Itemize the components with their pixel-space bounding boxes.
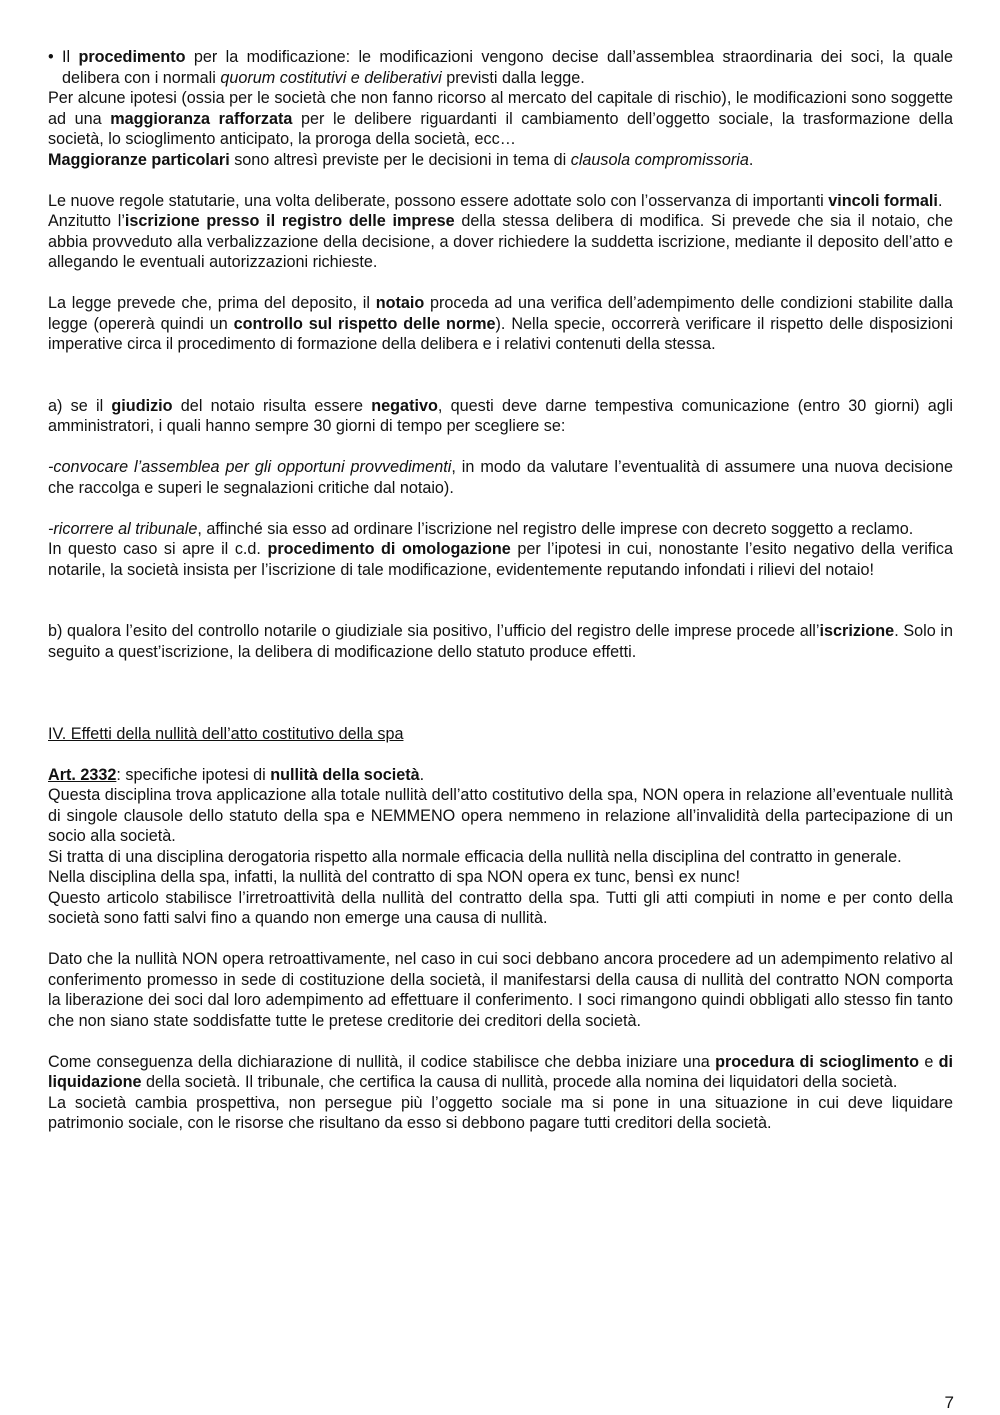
- text: , questi deve darne tempestiva comunicazione (entro 30 giorni) agli amministratori, i quali hanno sempre 30 giorni di tempo per scegliere se:: [48, 396, 953, 435]
- text: previsti dalla legge.: [441, 68, 585, 87]
- text: , in modo da valutare l’eventualità di assumere una nuova decisione che raccolga e superi le segnalazioni critiche dal notaio).: [48, 458, 953, 497]
- text: ). Nella specie, occorrerà verificare il rispetto delle disposizioni imperative circa il procedimento di formazione della delibera e i relativi contenuti della stessa.: [48, 314, 953, 353]
- bold-term: notaio: [375, 294, 425, 312]
- paragraph-irretroattivita: Questo articolo stabilisce l’irretroattività della nullità del contratto della spa. Tutti gli atti compiuti in nome e per conto della società sono fatti salvi fino a quando non emerge una causa di nullità.: [48, 888, 953, 927]
- paragraph-vincoli-formali: [48, 191, 953, 212]
- paragraph-giudizio-negativo: [48, 396, 953, 437]
- text: , affinché sia esso ad ordinare l’iscrizione nel registro delle imprese con decreto soggetto a reclamo.: [197, 519, 914, 538]
- paragraph-art-2332: [48, 765, 953, 786]
- text: : specifiche ipotesi di: [116, 765, 271, 784]
- text: per la modificazione: le modificazioni vengono decise dall’assemblea straordinaria dei soci, la quale delibera con i normali: [62, 48, 953, 87]
- text: del notaio risulta essere: [172, 396, 372, 415]
- paragraph-verifica-notaio: [48, 293, 953, 355]
- paragraph-iscrizione-registro: [48, 211, 953, 273]
- bold-term: controllo sul rispetto delle norme: [233, 314, 496, 333]
- text: . Solo in seguito a quest’iscrizione, la delibera di modificazione dello statuto produce effetti.: [48, 622, 953, 661]
- text: .: [419, 765, 425, 784]
- italic-term: -convocare l’assemblea per gli opportuni provvedimenti: [48, 458, 452, 476]
- text: Le nuove regole statutarie, una volta deliberate, possono essere adottate solo con l’osservanza di importanti: [48, 191, 829, 210]
- heading-text: IV. Effetti della nullità dell’atto costitutivo della spa: [48, 724, 404, 743]
- text: Come conseguenza della dichiarazione di nullità, il codice stabilisce che debba iniziare una: [48, 1052, 716, 1071]
- text: della società. Il tribunale, che certifica la causa di nullità, procede alla nomina dei liquidatori della società.: [141, 1073, 898, 1091]
- bold-term: procedura di scioglimento: [715, 1052, 920, 1071]
- italic-term: -ricorrere al tribunale: [48, 519, 198, 538]
- page-number: 7: [944, 1393, 954, 1412]
- text: a) se il: [48, 396, 112, 415]
- bold-term: procedimento: [78, 48, 186, 66]
- paragraph-omologazione: [48, 539, 953, 580]
- text: .: [748, 150, 754, 169]
- paragraph-disciplina-nullita: Questa disciplina trova applicazione alla totale nullità dell’atto costitutivo della spa, NON opera in relazione all’eventuale nullità di singole clausole dello statuto della spa e NEMMENO opera nemmeno in relazione all’invalidità della partecipazione di un socio alla società.: [48, 786, 953, 845]
- bold-term: procedimento di omologazione: [267, 540, 511, 558]
- paragraph-maggioranza-rafforzata: [48, 88, 953, 150]
- bold-term: Maggioranze particolari: [48, 150, 230, 169]
- article-reference: Art. 2332: [48, 765, 117, 784]
- bold-term: giudizio: [111, 396, 173, 415]
- bold-term: di liquidazione: [48, 1052, 954, 1091]
- text: b) qualora l’esito del controllo notarile o giudiziale sia positivo, l’ufficio del registro delle imprese procede all’: [48, 622, 820, 640]
- bold-term: nullità della società: [270, 765, 420, 784]
- paragraph-liquidare-patrimonio: La società cambia prospettiva, non persegue più l’oggetto sociale ma si pone in una situazione in cui deve liquidare patrimonio sociale, con le risorse che risultano da esso si debbono pagare tutti creditori della società.: [48, 1093, 953, 1132]
- text: per l’ipotesi in cui, nonostante l’esito negativo della verifica notarile, la società insista per l’iscrizione di tale modificazione, evidentemente reputando infondati i rilievi del notaio!: [48, 540, 953, 579]
- bold-term: iscrizione: [819, 622, 895, 640]
- paragraph-conferimento: Dato che la nullità NON opera retroattivamente, nel caso in cui soci debbano ancora procedere ad un adempimento relativo al conferimento promesso in sede di costituzione della società, il manifestarsi della causa di nullità del contratto NON comporta la liberazione dei soci dal loro adempimento ad effettuare il conferimento. I soci rimangono quindi obbligati allo stesso fin tanto che non siano state soddisfatte tutte le pretese creditorie dei creditori della società.: [48, 950, 953, 1030]
- text: Il: [62, 48, 79, 66]
- paragraph-ex-nunc: Nella disciplina della spa, infatti, la nullità del contratto di spa NON opera ex tunc, bensì ex nunc!: [48, 868, 740, 886]
- text: Per alcune ipotesi (ossia per le società che non fanno ricorso al mercato del capitale di rischio), le modificazioni sono soggette ad una: [48, 89, 953, 128]
- bold-term: negativo: [371, 396, 438, 415]
- text: La legge prevede che, prima del deposito, il: [48, 294, 376, 312]
- text: sono altresì previste per le decisioni in tema di: [229, 150, 571, 169]
- text: per le delibere riguardanti il cambiamento dell’oggetto sociale, la trasformazione della società, lo scioglimento anticipato, la proroga della società, ecc…: [48, 109, 953, 148]
- bold-term: maggioranza rafforzata: [110, 109, 293, 128]
- paragraph-convocare-assemblea: [48, 457, 953, 498]
- paragraph-scioglimento-liquidazione: [48, 1052, 953, 1093]
- text: e: [919, 1052, 939, 1071]
- paragraph-ricorrere-tribunale: [48, 519, 953, 540]
- bold-term: iscrizione presso il registro delle imprese: [124, 212, 455, 230]
- document-page: [48, 47, 953, 1134]
- text: proceda ad una verifica dell’adempimento delle condizioni stabilite dalla legge (opererà quindi un: [48, 294, 954, 333]
- paragraph-maggioranze-particolari: [48, 150, 953, 171]
- section-heading: [48, 724, 953, 745]
- paragraph-disciplina-derogatoria: Si tratta di una disciplina derogatoria rispetto alla normale efficacia della nullità nella disciplina del contratto in generale.: [48, 847, 902, 866]
- text: .: [937, 191, 943, 210]
- italic-term: clausola compromissoria: [570, 150, 749, 169]
- text: In questo caso si apre il c.d.: [48, 540, 268, 558]
- text: della stessa delibera di modifica. Si prevede che sia il notaio, che abbia provveduto alla verbalizzazione della decisione, a dover richiedere la suddetta iscrizione, mediante il deposito dell’atto e allegando le eventuali autorizzazioni richieste.: [48, 212, 953, 271]
- paragraph-esito-positivo: [48, 621, 953, 662]
- bold-term: vincoli formali: [828, 191, 938, 210]
- text: Anzitutto l’: [48, 212, 125, 230]
- italic-term: quorum costitutivi e deliberativi: [220, 68, 442, 87]
- bullet-procedimento: [48, 47, 953, 88]
